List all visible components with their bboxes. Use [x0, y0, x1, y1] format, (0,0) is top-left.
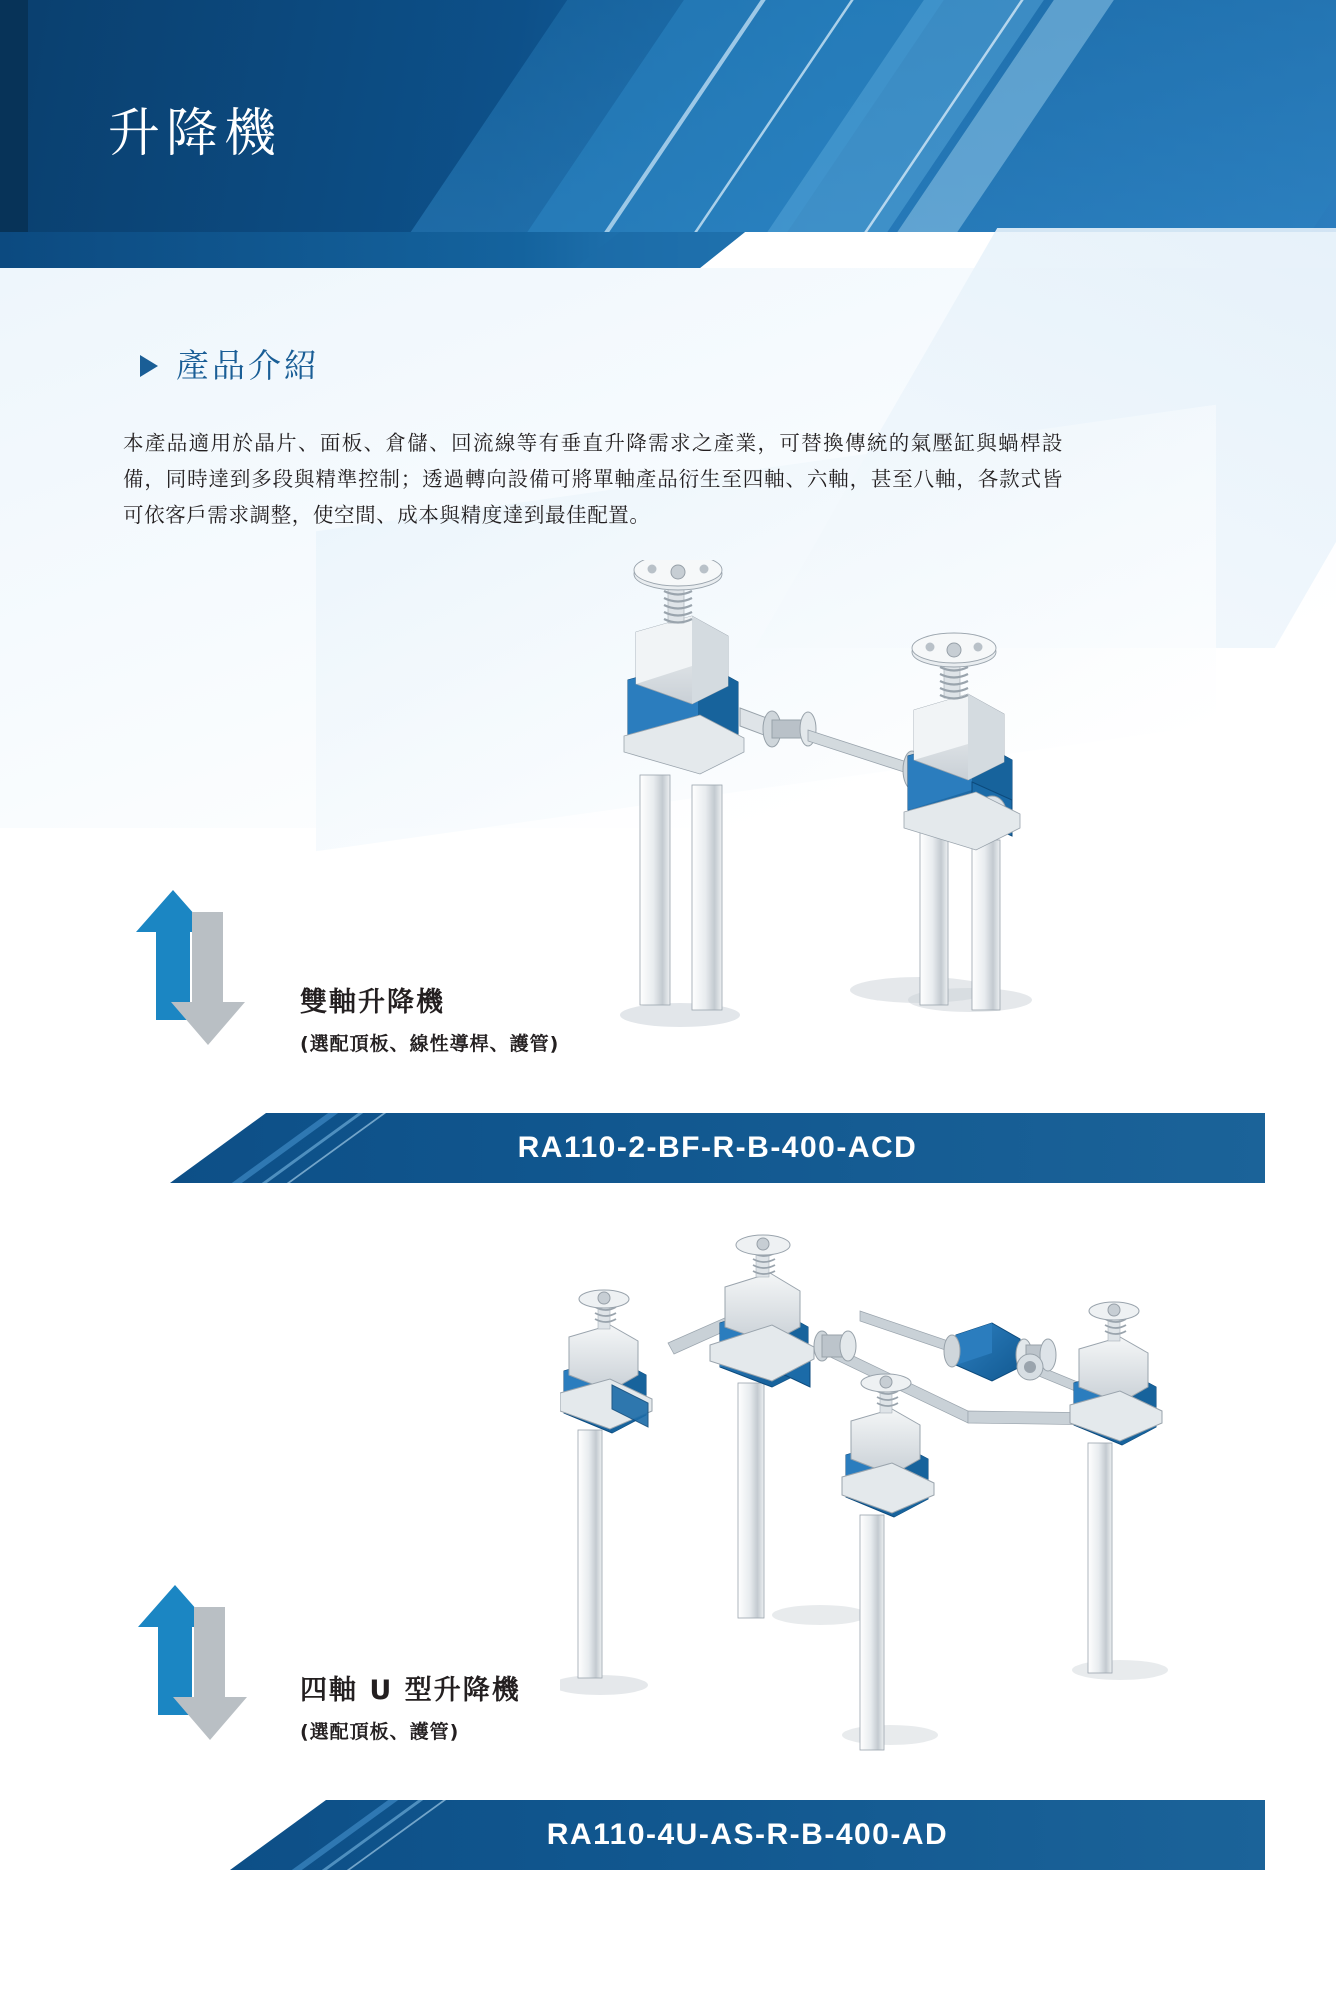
page-title: 升降機 [108, 104, 283, 164]
product-2-model-code: RA110-4U-AS-R-B-400-AD [546, 1818, 949, 1851]
product-1-banner [170, 1113, 1265, 1183]
product-1-name: 雙軸升降機 [300, 987, 445, 1018]
up-down-arrows-icon [128, 890, 273, 1050]
two-axis-lift-illustration [620, 560, 1260, 1180]
four-axis-u-lift-illustration [560, 1215, 1280, 1805]
section-title: 產品介紹 [176, 346, 320, 385]
two-axis-lift-svg [620, 560, 1260, 1180]
section-heading [140, 340, 320, 387]
four-axis-u-lift-svg [560, 1215, 1280, 1805]
product-2-banner [230, 1800, 1265, 1870]
product-2-name: 四軸 U 型升降機 [300, 1675, 521, 1706]
product-1-model-code: RA110-2-BF-R-B-400-ACD [517, 1131, 918, 1164]
product-2-caption [300, 1668, 521, 1744]
up-down-arrows-icon [130, 1585, 275, 1745]
product-1-options: (選配頂板、線性導桿、護管) [300, 1033, 560, 1055]
triangle-right-icon [140, 355, 158, 377]
header-left-bar [0, 0, 28, 232]
product-1-caption [300, 980, 559, 1056]
intro-paragraph: 本產品適用於晶片、面板、倉儲、回流線等有垂直升降需求之產業，可替換傳統的氣壓缸與蝸桿設備，同時達到多段與精準控制；透過轉向設備可將單軸產品衍生至四軸、六軸，甚至八軸，各款式皆可依客戶需求調整，使空間、成本與精度達到最佳配置。 [123, 431, 1063, 527]
page-header [0, 0, 1336, 232]
product-2-options: (選配頂板、護管) [300, 1721, 460, 1743]
